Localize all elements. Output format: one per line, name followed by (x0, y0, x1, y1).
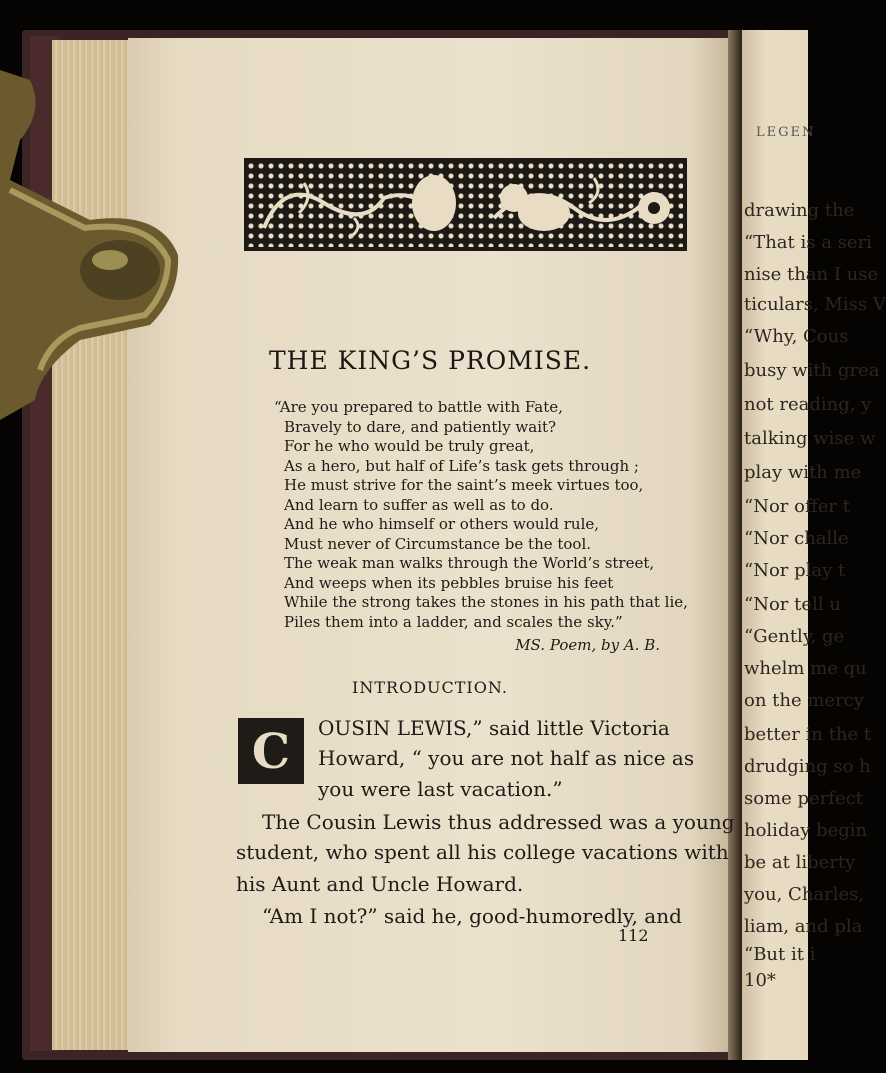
poem-line: The weak man walks through the World’s street, (284, 554, 655, 572)
body-line: you were last vacation.” (318, 777, 563, 801)
right-page-line: not reading, y (744, 394, 872, 415)
poem-line: And learn to suffer as well as to do. (284, 495, 554, 514)
right-running-head: LEGEN (756, 125, 816, 140)
right-page-line: talking wise w (744, 428, 876, 449)
right-page-line: drawing the (744, 200, 855, 221)
right-page-line: on the mercy (744, 690, 864, 711)
right-page-line: be at liberty (744, 852, 856, 873)
poem-line: He must strive for the saint’s meek virtues too, (284, 476, 644, 494)
epigraph-poem (274, 398, 694, 632)
poem-attribution: MS. Poem, by A. B. (515, 636, 660, 654)
body-line: OUSIN LEWIS,” said little Victoria (318, 716, 670, 740)
section-heading: INTRODUCTION. (352, 678, 508, 697)
right-page-line: “Nor play t (744, 560, 846, 581)
brass-clasp-icon (0, 70, 185, 430)
body-line: The Cousin Lewis thus addressed was a young (262, 810, 735, 834)
right-page-line: whelm me qu (744, 658, 867, 679)
body-line: his Aunt and Uncle Howard. (236, 872, 524, 896)
poem-line: Must never of Circumstance be the tool. (284, 534, 592, 553)
right-page-line: “Gently, ge (744, 626, 845, 647)
right-page-line: busy with grea (744, 360, 880, 381)
right-page-line: ticulars, Miss V (744, 294, 886, 315)
poem-line: “Are you prepared to battle with Fate, (274, 398, 563, 416)
body-line: “Am I not?” said he, good-humoredly, and (262, 904, 682, 928)
floral-ornament-icon (244, 158, 687, 251)
body-line: Howard, “ you are not half as nice as (318, 746, 695, 770)
poem-line: For he who would be truly great, (284, 437, 535, 455)
ornamental-banner (244, 158, 687, 251)
poem-line: And weeps when its pebbles bruise his feet (284, 573, 614, 592)
right-page-line: “Nor tell u (744, 594, 841, 615)
chapter-title: THE KING’S PROMISE. (268, 346, 592, 375)
right-page-line: holiday begin (744, 820, 868, 841)
poem-line: As a hero, but half of Life’s task gets through ; (284, 456, 639, 475)
right-page-line: “But it i (744, 944, 816, 965)
right-page-line: liam, and pla (744, 916, 863, 937)
right-page-line: “That is a seri (744, 232, 872, 253)
right-page-line: 10* (744, 970, 776, 991)
right-page-line: some perfect (744, 788, 863, 809)
right-page-line: “Nor challe (744, 528, 849, 549)
book-gutter (728, 30, 742, 1060)
right-page (738, 30, 886, 1060)
drop-cap-letter: C (251, 724, 291, 780)
right-page-line: better in the t (744, 724, 872, 745)
drop-cap (238, 718, 304, 784)
right-page-line: drudging so h (744, 756, 871, 777)
right-page-line: nise than I use (744, 264, 879, 285)
right-page-line: you, Charles, (744, 884, 865, 905)
body-line: student, who spent all his college vacations with (236, 840, 729, 864)
page-number: 112 (618, 926, 649, 945)
poem-line: While the strong takes the stones in his path that lie, (284, 593, 688, 611)
poem-line: And he who himself or others would rule, (284, 515, 600, 533)
right-page-line: “Why, Cous (744, 326, 849, 347)
right-page-line: play with me (744, 462, 862, 483)
poem-line: Piles them into a ladder, and scales the sky.” (284, 612, 623, 631)
right-page-line: “Nor offer t (744, 496, 850, 517)
poem-line: Bravely to dare, and patiently wait? (284, 417, 557, 436)
